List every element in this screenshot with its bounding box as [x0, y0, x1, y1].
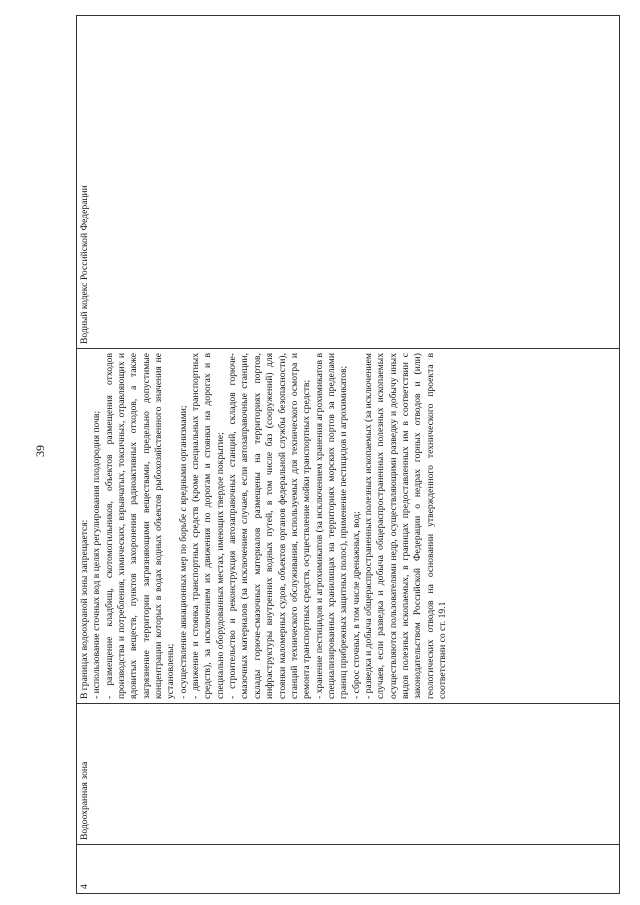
restriction-line: - размещение кладбищ, скотомогильников, объектов размещения отходов производства и потребления, химических, взрывчатых, токсичных, отравляющих и ядовитых веществ, пунктов захоронения радиоактивных отходов, а также загрязнение территории загрязняющими веществами, предельно допустимые концентрации которых в водах водных объектов рыбохозяйственного значения не установлены;: [103, 353, 177, 699]
table-row: [77, 16, 620, 894]
restriction-line: - осуществление авиационных мер по борьбе с вредными организмами;: [177, 405, 189, 699]
restriction-line: В границах водоохраной зоны запрещается:: [79, 519, 90, 699]
legal-source-cell: Водный кодекс Российской Федерации: [77, 16, 620, 349]
rotated-table-container: [76, 52, 620, 894]
row-number-cell: 4: [77, 845, 620, 894]
zone-name-cell: Водоохранная зона: [77, 704, 620, 845]
page-number: 39: [33, 445, 47, 457]
restriction-line: - хранение пестицидов и агрохимикатов (за исключением хранения агрохимикатов в специализированных хранилищах на территориях морских портов за пределами границ прибрежных защитных полос), применение пестицидов и агрохимикатов;: [313, 353, 350, 699]
restriction-line: - разведка и добыча общераспространенных полезных ископаемых (за исключением случаев, если разведка и добыча общераспространенных полезных ископаемых осуществляются пользователями недр, осуществляющими разведку и добычу иных видов полезных ископаемых, в границах предоставленных им в соответствии с законодательством Российской Федерации о недрах горных отводов и (или) геологических отводов на основании утвержденного технического проекта в соответствии со ст. 19.1: [362, 353, 448, 699]
zone-table: [76, 15, 620, 894]
restriction-line: - сброс сточных, в том числе дренажных, вод;: [350, 511, 362, 699]
landscape-page: [76, 52, 620, 894]
restrictions-cell: [77, 349, 620, 704]
restriction-line: - использование сточных вод в целях регулирования плодородия почв;: [91, 410, 103, 699]
restriction-line: - строительство и реконструкция автозаправочных станций, складов горюче-смазочных материалов (за исключением случаев, если автозаправочные станции, склады горюче-смазочных материалов размещены на территориях портов, инфраструктуры внутренних водных путей, в том числе баз (сооружений) для стоянки маломерных судов, объектов органов федеральной службы безопасности), станций технического обслуживания, используемых для технического осмотра и ремонта транспортных средств, осуществление мойки транспортных средств;: [227, 353, 313, 699]
restriction-line: - движение и стоянка транспортных средств (кроме специальных транспортных средств), за исключением их движения по дорогам и стоянки на дорогах и в специально оборудованных местах, имеющих твердое покрытие;: [190, 353, 226, 699]
